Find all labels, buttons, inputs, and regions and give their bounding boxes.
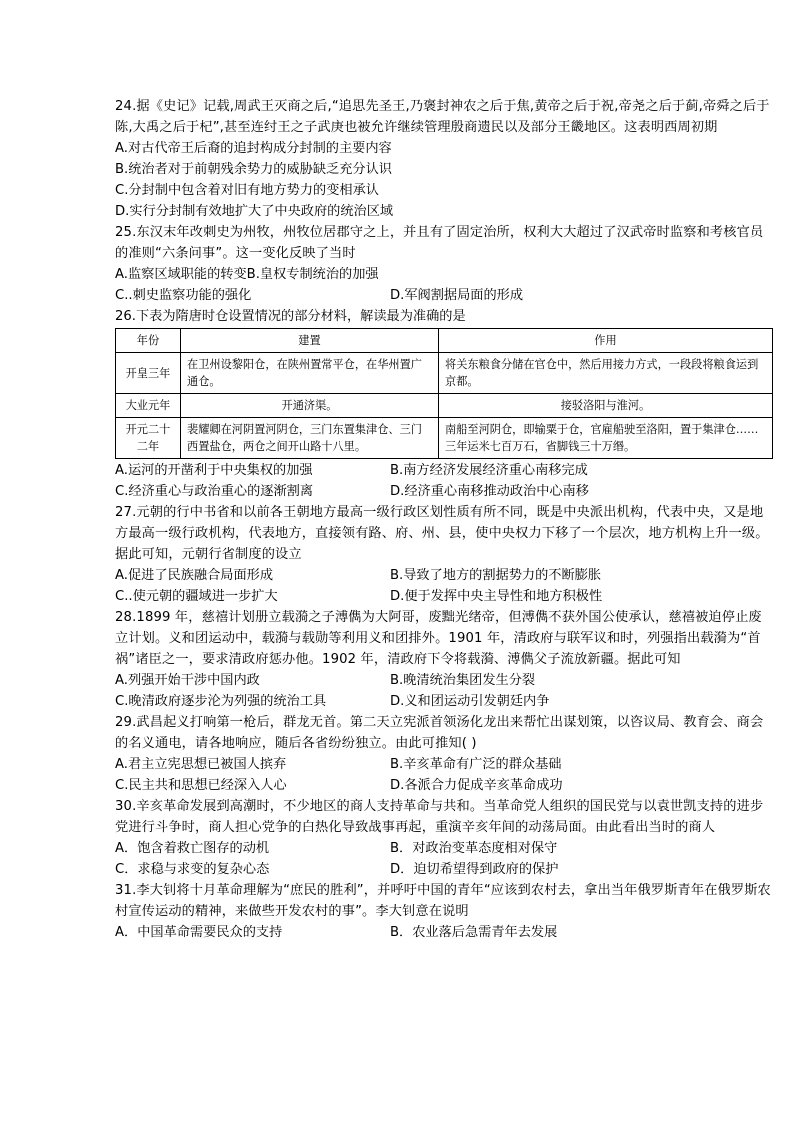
question-26-option-c: C.经济重心与政治重心的逐渐割离 [115, 484, 314, 499]
question-28-option-d: D.义和团运动引发朝廷内争 [390, 694, 550, 709]
question-28-option-a: A.列强开始干涉中国内政 [115, 673, 260, 688]
table-row [116, 418, 773, 459]
question-26-option-d: D.经济重心南移推动政治中心南移 [390, 484, 589, 499]
table-cell-year: 开元二十二年 [116, 418, 181, 459]
question-30-option-a: A．饱含着救亡图存的动机 [115, 841, 270, 856]
question-24-option-a: A.对古代帝王后裔的追封构成分封制的主要内容 [115, 141, 392, 156]
granary-table [115, 328, 773, 459]
question-26 [115, 306, 775, 502]
question-24-option-d: D.实行分封制有效地扩大了中央政府的统治区域 [115, 204, 394, 219]
table-cell-build: 裴耀卿在河阴置河阴仓，三门东置集津仓、三门西置盐仓，两仓之间开山路十八里。 [181, 418, 439, 459]
table-row [116, 394, 773, 418]
question-28-stem: 28.1899 年，慈禧计划册立载漪之子溥儁为大阿哥，废黜光绪帝，但溥儁不获外国公使承认，慈禧被迫停止废立计划。义和团运动中，载漪与载勋等利用义和团排外。1901 年，清政府与联军议和时，列强指出载漪为“首祸”诸臣之一，要求清政府惩办他。1902 年，清政府下令将载漪、溥儁父子流放新疆。据此可知 [115, 610, 762, 667]
question-31-option-b: B．农业落后急需青年去发展 [390, 925, 558, 940]
question-29-stem: 29.武昌起义打响第一枪后，群龙无首。第二天立宪派首领汤化龙出来帮忙出谋划策，以咨议局、教育会、商会的名义通电，请各地响应，随后各省纷纷独立。由此可推知( ) [115, 715, 764, 751]
question-28-option-b: B.晚清统治集团发生分裂 [390, 673, 536, 688]
question-28 [115, 607, 775, 712]
question-25 [115, 222, 775, 306]
question-28-option-c: C.晚清政府逐步沦为列强的统治工具 [115, 694, 327, 709]
question-29 [115, 712, 775, 796]
question-30-option-c: C．求稳与求变的复杂心态 [115, 862, 270, 877]
question-31 [115, 880, 775, 943]
question-30-option-b: B．对政治变革态度相对保守 [390, 841, 558, 856]
table-cell-use: 接驳洛阳与淮河。 [439, 394, 773, 418]
exam-page [115, 96, 775, 943]
question-26-option-b: B.南方经济发展经济重心南移完成 [390, 463, 588, 478]
question-24-stem: 24.据《史记》记载,周武王灭商之后,“追思先圣王,乃褒封神农之后于焦,黄帝之后于祝,帝尧之后于蓟,帝舜之后于陈,大禹之后于杞”,甚至连纣王之子武庚也被允许继续管理殷商遗民以及部分王畿地区。这表明西周初期 [115, 99, 770, 135]
question-29-option-a: A.君主立宪思想已被国人摈弃 [115, 757, 287, 772]
question-27-stem: 27.元朝的行中书省和以前各王朝地方最高一级行政区划性质有所不同，既是中央派出机构，代表中央，又是地方最高一级行政机构，代表地方，直接领有路、府、州、县，使中央权力下移了一个层次，地方机构上升一级。据此可知，元朝行省制度的设立 [115, 505, 769, 562]
table-row [116, 353, 773, 394]
table-header-row [116, 329, 773, 353]
table-cell-year: 大业元年 [116, 394, 181, 418]
question-30-stem: 30.辛亥革命发展到高潮时，不少地区的商人支持革命与共和。当革命党人组织的国民党与以袁世凯支持的进步党进行斗争时，商人担心党争的白热化导致战事再起，重演辛亥年间的动荡局面。由此看出当时的商人 [115, 799, 764, 835]
question-27-option-d: D.便于发挥中央主导性和地方积极性 [390, 589, 603, 604]
question-31-option-a: A．中国革命需要民众的支持 [115, 925, 283, 940]
question-27-option-b: B.导致了地方的割据势力的不断膨胀 [390, 568, 602, 583]
question-26-option-a: A.运河的开凿利于中央集权的加强 [115, 463, 313, 478]
table-cell-build: 在卫州设黎阳仓，在陕州置常平仓，在华州置广通仓。 [181, 353, 439, 394]
question-29-option-d: D.各派合力促成辛亥革命成功 [390, 778, 563, 793]
question-24 [115, 96, 775, 222]
question-29-option-b: B.辛亥革命有广泛的群众基础 [390, 757, 562, 772]
table-cell-use: 将关东粮食分储在官仓中，然后用接力方式，一段段将粮食运到京都。 [439, 353, 773, 394]
question-31-stem: 31.李大钊将十月革命理解为“庶民的胜利”，并呼吁中国的青年“应该到农村去，拿出当年俄罗斯青年在俄罗斯农村宣传运动的精神，来做些开发农村的事”。李大钊意在说明 [115, 883, 771, 919]
question-26-stem: 26.下表为隋唐时仓设置情况的部分材料，解读最为准确的是 [115, 309, 466, 324]
question-27-option-a: A.促进了民族融合局面形成 [115, 568, 274, 583]
question-24-option-c: C.分封制中包含着对旧有地方势力的变相承认 [115, 183, 379, 198]
question-24-option-b: B.统治者对于前朝残余势力的威胁缺乏充分认识 [115, 162, 392, 177]
table-cell-build: 开通济渠。 [181, 394, 439, 418]
question-25-option-d: D.军阀割据局面的形成 [390, 288, 524, 303]
table-header-use: 作用 [439, 329, 773, 353]
table-cell-year: 开皇三年 [116, 353, 181, 394]
question-29-option-c: C.民主共和思想已经深入人心 [115, 778, 287, 793]
table-cell-use: 南船至河阴仓，即输粟于仓，官雇船驶至洛阳，置于集津仓……三年运米七百万石，省脚钱三十万缗。 [439, 418, 773, 459]
question-25-stem: 25.东汉末年改刺史为州牧，州牧位居郡守之上，并且有了固定治所，权利大大超过了汉武帝时监察和考核官员的准则“六条问事”。这一变化反映了当时 [115, 225, 764, 261]
question-27 [115, 502, 775, 607]
question-30-option-d: D．迫切希望得到政府的保护 [390, 862, 559, 877]
question-25-option-c: C..刺史监察功能的强化 [115, 288, 252, 303]
question-27-option-c: C..使元朝的疆域进一步扩大 [115, 589, 278, 604]
table-header-build: 建置 [181, 329, 439, 353]
question-30 [115, 796, 775, 880]
table-header-year: 年份 [116, 329, 181, 353]
question-25-option-ab: A.监察区域职能的转变B.皇权专制统治的加强 [115, 267, 379, 282]
